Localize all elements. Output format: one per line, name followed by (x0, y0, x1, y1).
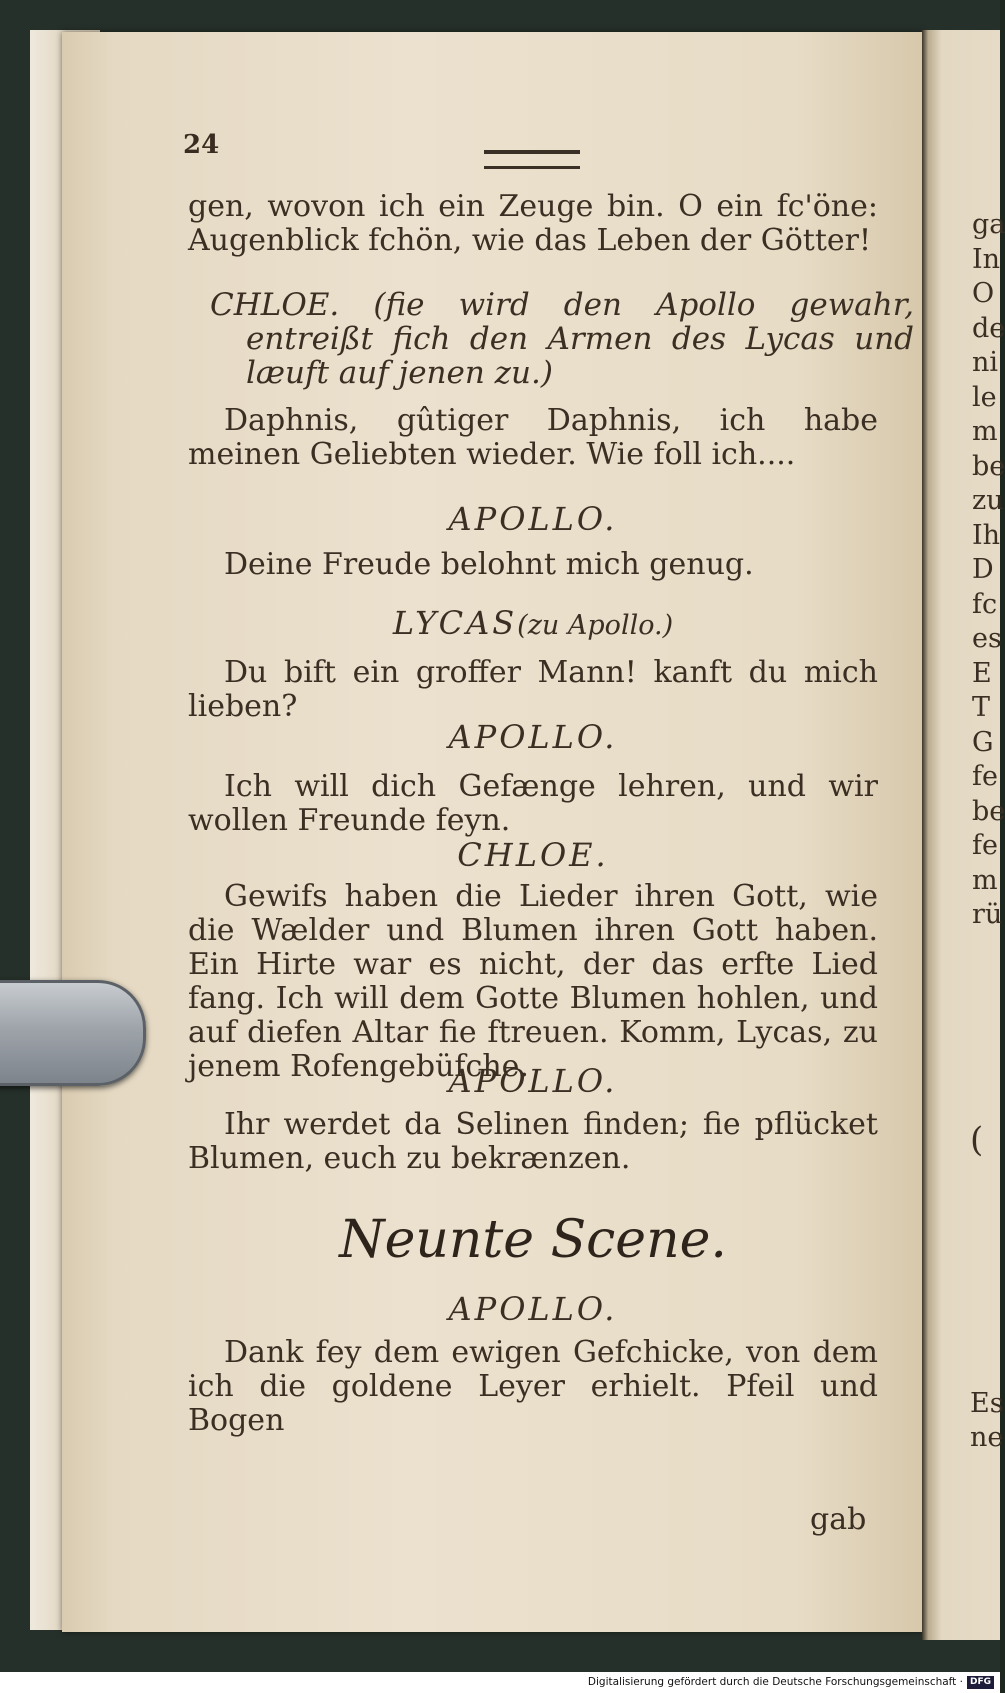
speaker-chloe: CHLOE. (457, 836, 609, 874)
header-ornament (484, 150, 580, 169)
speaker-lycas (188, 604, 878, 642)
paragraph-4: Du bift ein groffer Mann! kanft du mich lieben? (188, 655, 878, 724)
facing-line: rü (972, 899, 1003, 930)
speaker-apollo-4: APOLLO. (448, 1290, 618, 1328)
stage-direction: CHLOE. (fie wird den Apollo gewahr, entreißt fich den Armen des Lycas und læuft auf jenen zu.) (210, 287, 914, 391)
facing-line: fc (972, 588, 998, 620)
paragraph-7: Ihr werdet da Selinen finden; fie pflücket Blumen, euch zu bekrænzen. (188, 1107, 878, 1176)
paragraph-6: Gewifs haben die Lieder ihren Gott, wie die Wælder und Blumen ihren Gott haben. Ein Hirte war es nicht, der das erfte Lied fang. Ich will dem Gotte Blumen hohlen, und auf diefen Altar fie ftreuen. Komm, Lycas, zu jenem Rofengebüfche. (188, 879, 878, 1084)
facing-line: T (972, 692, 991, 723)
facing-line: fe (972, 830, 998, 861)
facing-line: Ih (972, 519, 1001, 551)
facing-page-bracket: ( (970, 1120, 984, 1160)
facing-line: G (972, 726, 994, 758)
paragraph-2: Daphnis, gûtiger Daphnis, ich habe meinen Geliebten wieder. Wie foll ich.... (188, 403, 878, 472)
facing-line: O (972, 278, 995, 309)
catchword: gab (810, 1502, 867, 1537)
dfg-logo[interactable]: DFG (967, 1676, 994, 1689)
facing-line: fe (972, 761, 998, 792)
facing-line: es (972, 623, 1002, 654)
speaker-apollo-2: APOLLO. (448, 718, 618, 756)
facing-line: zu (972, 485, 1004, 516)
facing-line: D (972, 554, 994, 585)
facing-line: ga (972, 209, 1005, 240)
facing-line: be (972, 450, 1005, 482)
speaker-lycas-note: (zu Apollo.) (517, 610, 674, 641)
facing-line: be (972, 795, 1005, 827)
page-number: 24 (183, 130, 220, 160)
facing-line: de (972, 312, 1005, 344)
facing-page-line-es: Es (970, 1388, 1004, 1419)
speaker-apollo-1: APOLLO. (448, 500, 618, 538)
facing-line: m (972, 864, 998, 896)
facing-page-line-ne: ne (970, 1422, 1004, 1453)
facing-line: E (972, 657, 992, 689)
facing-line: m (972, 416, 998, 447)
funding-credit: Digitalisierung gefördert durch die Deutsche Forschungsgemeinschaft · (587, 1676, 963, 1688)
facing-line: ni (972, 347, 999, 378)
footer-bar (0, 1672, 1000, 1693)
paragraph-5: Ich will dich Gefænge lehren, und wir wollen Freunde feyn. (188, 769, 878, 838)
facing-line: In (972, 243, 1001, 275)
scene-title: Neunte Scene. (339, 1210, 727, 1270)
paragraph-8: Dank fey dem ewigen Gefchicke, von dem ich die goldene Leyer erhielt. Pfeil und Bogen (188, 1335, 878, 1438)
page-clip (0, 980, 146, 1086)
facing-line: le (972, 381, 997, 413)
paragraph-1: gen, wovon ich ein Zeuge bin. O ein fc'öne: Augenblick fchön, wie das Leben der Götter! (188, 189, 878, 258)
speaker-apollo-3: APOLLO. (448, 1062, 618, 1100)
facing-page-text (972, 208, 1005, 933)
speaker-lycas-name: LYCAS (392, 604, 518, 642)
paragraph-3: Deine Freude belohnt mich genug. (224, 547, 754, 582)
